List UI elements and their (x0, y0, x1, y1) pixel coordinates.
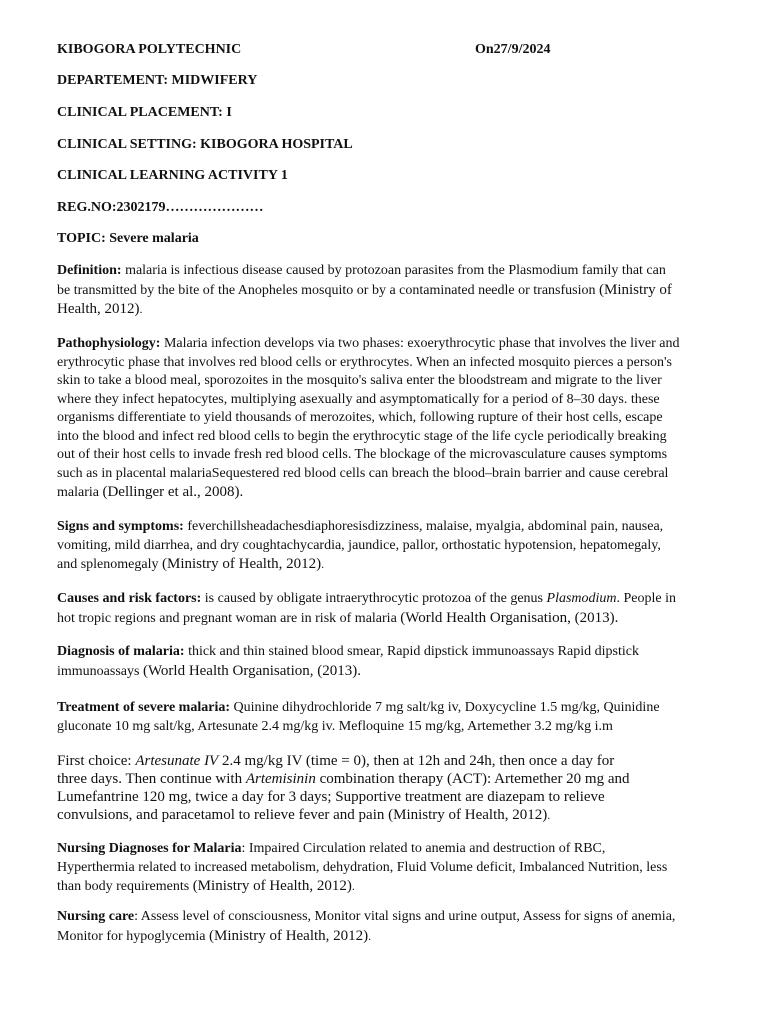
nursing-care-text: : Assess level of consciousness, Monitor vital signs and urine output, Assess for signs of anemia, Monitor for hypoglycemia (57, 909, 676, 944)
nursing-care-paragraph (57, 908, 682, 946)
causes-text-a: is caused by obligate intraerythrocytic protozoa of the genus (201, 591, 547, 606)
pathophysiology-paragraph (57, 335, 682, 503)
pathophysiology-text: Malaria infection develops via two phases: exoerythrocytic phase that involves the liver and erythrocytic phase that involves red blood cells or erythrocytes. When an infected mosquito pierces a person's skin to take a blood meal, sporozoites in the mosquito's saliva enter the bloodstream and migrate to the liver where they infect hepatocytes, multiplying asexually and asymptomatically for a period of 8–30 days. these organisms differentiate to yield thousands of merozoites, which, following rupture of their host cells, escape into the blood and infect red blood cells to begin the erythrocytic stage of the life cycle periodically breaking out of their host cells to invade fresh red blood cells. The blockage of the microvasculature causes symptoms such as in placental malariaSequestered red blood cells can breach the blood–brain barrier and cause cerebral malaria (57, 336, 680, 500)
first-choice-citation: (Ministry of Health, 2012) (388, 807, 548, 823)
treatment-text: Quinine dihydrochloride 7 mg salt/kg iv, Doxycycline 1.5 mg/kg, Quinidine gluconate 10 mg salt/kg, Artesunate 2.4 mg/kg iv. Mefloquine 15 mg/kg, Artemether 3.2 mg/kg i.m (57, 700, 660, 734)
institution-name: KIBOGORA POLYTECHNIC (57, 42, 242, 57)
nursing-diagnoses-citation: (Ministry of Health, 2012) (192, 878, 352, 894)
diagnosis-label: Diagnosis of malaria: (57, 644, 185, 659)
causes-text-b: . People in hot tropic regions and pregnant woman are in risk of malaria (57, 591, 677, 626)
setting-line: CLINICAL SETTING: KIBOGORA HOSPITAL (57, 137, 353, 152)
nursing-care-end: . (368, 928, 372, 943)
causes-label: Causes and risk factors: (57, 591, 202, 606)
nursing-diagnoses-paragraph (57, 840, 682, 897)
document-date: On27/9/2024 (475, 42, 551, 57)
topic-line: TOPIC: Severe malaria (57, 231, 199, 246)
first-choice-end: . (547, 808, 551, 822)
treatment-label: Treatment of severe malaria: (57, 700, 230, 715)
signs-label: Signs and symptoms: (57, 519, 184, 534)
nursing-diagnoses-end: . (351, 879, 355, 893)
first-choice-text-a: First choice: (57, 753, 136, 769)
causes-genus: Plasmodium (546, 591, 617, 606)
first-choice-paragraph (57, 752, 647, 824)
activity-line: CLINICAL LEARNING ACTIVITY 1 (57, 168, 288, 183)
definition-end: . (139, 302, 143, 316)
first-choice-text-c: combination therapy (ACT): Artemether 20 mg and Lumefantrine 120 mg, twice a day for 3 days; Supportive treatment are diazepam to relieve convulsions, and paracetamol to relieve fever and pain (57, 771, 630, 823)
definition-label: Definition: (57, 263, 122, 278)
nursing-diagnoses-text: : Impaired Circulation related to anemia and destruction of RBC, Hyperthermia related to increased metabolism, dehydration, Fluid Volume deficit, Imbalanced Nutrition, less than body requirements (57, 841, 668, 894)
diagnosis-text: thick and thin stained blood smear, Rapid dipstick immunoassays Rapid dipstick immunoassays (57, 644, 639, 679)
signs-citation: (Ministry of Health, 2012) (161, 556, 322, 572)
definition-paragraph (57, 262, 682, 320)
pathophysiology-label: Pathophysiology: (57, 336, 161, 351)
nursing-care-citation: (Ministry of Health, 2012) (209, 927, 369, 944)
diagnosis-citation: (World Health Organisation, (2013). (142, 662, 362, 679)
definition-text: malaria is infectious disease caused by protozoan parasites from the Plasmodium family that can be transmitted by the bite of the Anopheles mosquito or by a contaminated needle or transfusion (57, 263, 666, 298)
causes-paragraph (57, 590, 682, 628)
signs-paragraph (57, 518, 682, 575)
nursing-care-label: Nursing care (57, 909, 135, 924)
first-choice-drug-b: Artemisinin (245, 771, 316, 787)
first-choice-drug-a: Artesunate IV (135, 753, 219, 769)
pathophysiology-citation: (Dellinger et al., 2008). (102, 484, 244, 500)
placement-line: CLINICAL PLACEMENT: I (57, 105, 232, 120)
nursing-diagnoses-label: Nursing Diagnoses for Malaria (57, 841, 242, 856)
reg-number: REG.NO:2302179………………… (57, 200, 264, 215)
definition-citation: (Ministry of Health, 2012) (57, 281, 672, 317)
signs-text: feverchillsheadachesdiaphoresisdizziness, malaise, myalgia, abdominal pain, nausea, vomiting, mild diarrhea, and dry coughtachycardia, jaundice, pallor, orthostatic hypotension, hepatomegaly, and splenomegaly (57, 519, 664, 572)
department-line: DEPARTEMENT: MIDWIFERY (57, 73, 258, 88)
first-choice-text-b: 2.4 mg/kg IV (time = 0), then at 12h and 24h, then once a day for three days. Then continue with (57, 753, 615, 787)
causes-citation: (World Health Organisation, (2013). (400, 609, 619, 626)
treatment-paragraph (57, 699, 682, 736)
diagnosis-paragraph (57, 643, 682, 681)
signs-end: . (321, 557, 325, 571)
